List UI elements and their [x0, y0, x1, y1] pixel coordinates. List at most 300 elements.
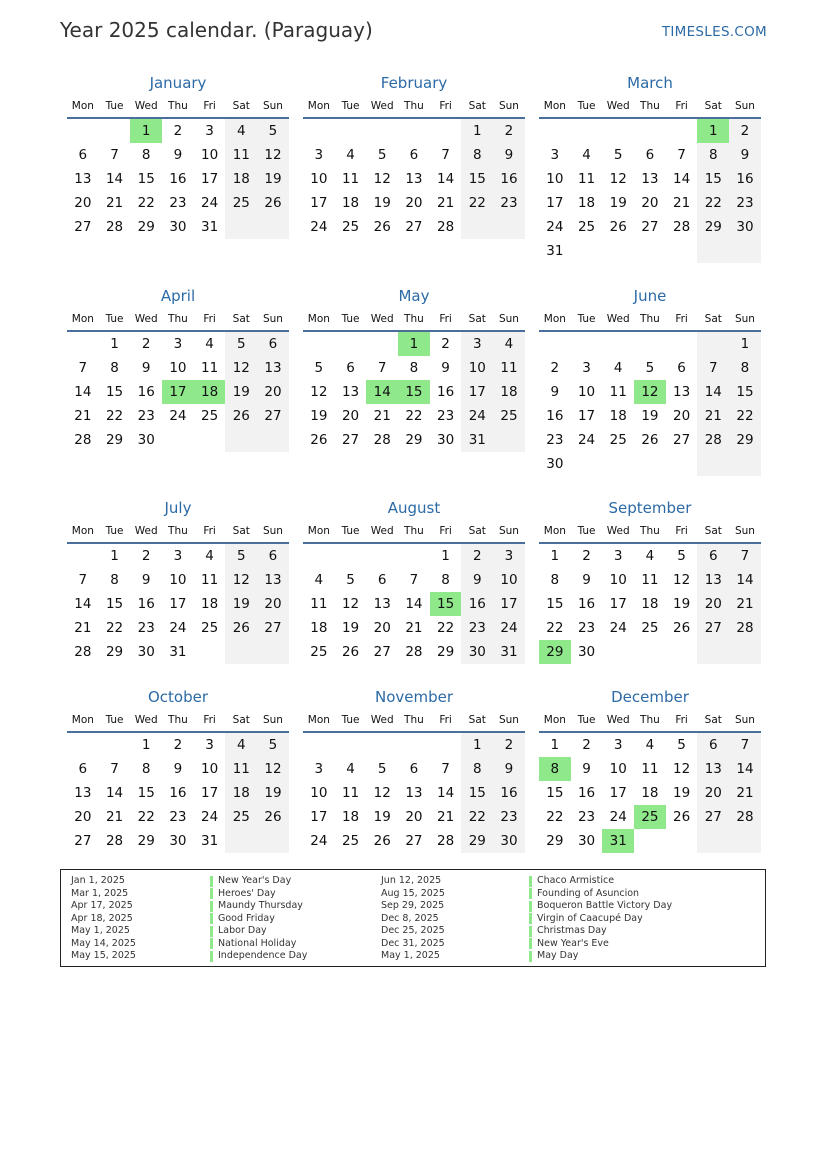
- day-cell: 22: [546, 809, 564, 825]
- holiday-name-row: [210, 888, 307, 901]
- day-cell: 5: [645, 360, 655, 376]
- day-cell: 15: [461, 781, 493, 805]
- month-name: November: [374, 688, 454, 706]
- day-cell: 23: [577, 620, 596, 636]
- empty-cell: [697, 332, 729, 356]
- day-cell: 8: [461, 757, 493, 781]
- month-name: September: [608, 499, 692, 517]
- day-cell: 28: [437, 833, 455, 849]
- day-cell: 10: [609, 761, 627, 777]
- day-cell: 24: [310, 833, 328, 849]
- day-cell: 1: [130, 119, 162, 143]
- day-cell: 14: [74, 384, 92, 400]
- day-grid: [67, 544, 289, 664]
- day-cell: 21: [105, 195, 124, 211]
- day-cell: 2: [141, 548, 151, 564]
- weekday-label: Tue: [341, 313, 360, 325]
- day-cell: 25: [225, 191, 257, 215]
- day-cell: 4: [314, 572, 324, 588]
- weekday-header: [303, 96, 525, 117]
- month-name: June: [633, 287, 667, 305]
- day-cell: 11: [341, 785, 360, 801]
- weekday-header: [539, 521, 761, 542]
- day-cell: 17: [310, 195, 328, 211]
- day-grid: [539, 544, 761, 664]
- day-cell: 23: [169, 809, 187, 825]
- day-cell: 7: [78, 360, 88, 376]
- empty-cell: [335, 119, 367, 143]
- day-cell: 31: [201, 219, 219, 235]
- day-cell: 15: [137, 171, 155, 187]
- day-cell: 20: [257, 592, 289, 616]
- day-cell: 3: [493, 544, 525, 568]
- day-cell: 6: [78, 147, 88, 163]
- day-cell: 1: [461, 733, 493, 757]
- day-cell: 11: [609, 384, 627, 400]
- weekday-label: Sat: [468, 100, 486, 112]
- day-cell: 16: [577, 596, 596, 612]
- day-cell: 26: [673, 809, 691, 825]
- day-cell: 11: [577, 171, 596, 187]
- holiday-marker-icon: [529, 876, 532, 887]
- weekday-label: Wed: [606, 100, 630, 112]
- empty-cell: [335, 544, 367, 568]
- holiday-marker-icon: [529, 888, 532, 899]
- weekday-label: Mon: [543, 100, 566, 112]
- holiday-name: Founding of Asuncion: [537, 887, 640, 899]
- day-cell: 19: [373, 809, 391, 825]
- day-cell: 30: [546, 456, 564, 472]
- day-cell: 7: [729, 733, 761, 757]
- holiday-date: May 14, 2025: [71, 937, 136, 949]
- day-cell: 22: [137, 195, 155, 211]
- weekday-label: Wed: [134, 100, 158, 112]
- day-cell: 6: [377, 572, 387, 588]
- empty-cell: [67, 544, 99, 568]
- day-cell: 9: [582, 761, 591, 777]
- day-cell: 17: [546, 195, 564, 211]
- empty-cell: [257, 829, 289, 853]
- day-cell: 23: [577, 809, 596, 825]
- holiday-marker-icon: [210, 938, 213, 949]
- empty-cell: [493, 428, 525, 452]
- day-cell: 13: [641, 171, 659, 187]
- holiday-name: Good Friday: [218, 912, 275, 924]
- day-cell: 26: [310, 432, 328, 448]
- day-cell: 21: [74, 408, 92, 424]
- day-cell: 5: [314, 360, 324, 376]
- day-cell: 1: [461, 119, 493, 143]
- weekday-label: Mon: [307, 313, 330, 325]
- empty-cell: [366, 332, 398, 356]
- empty-cell: [602, 332, 634, 356]
- day-cell: 17: [169, 596, 187, 612]
- day-cell: 21: [74, 620, 92, 636]
- day-cell: 6: [257, 332, 289, 356]
- day-cell: 2: [141, 336, 151, 352]
- day-cell: 22: [105, 408, 124, 424]
- day-cell: 7: [110, 147, 119, 163]
- day-cell: 21: [729, 592, 761, 616]
- empty-cell: [697, 239, 729, 263]
- day-cell: 22: [729, 404, 761, 428]
- day-cell: 9: [173, 147, 183, 163]
- holiday-date: Apr 18, 2025: [71, 912, 133, 924]
- day-cell: 1: [550, 548, 560, 564]
- weekday-header: [303, 309, 525, 330]
- empty-cell: [571, 452, 603, 476]
- weekday-label: Tue: [105, 525, 124, 537]
- day-cell: 11: [225, 143, 257, 167]
- empty-cell: [666, 640, 698, 664]
- day-cell: 21: [437, 195, 455, 211]
- month-name: April: [160, 287, 196, 305]
- day-cell: 9: [493, 757, 525, 781]
- day-cell: 13: [257, 356, 289, 380]
- empty-cell: [257, 428, 289, 452]
- day-cell: 30: [577, 644, 596, 660]
- day-cell: 4: [613, 360, 623, 376]
- day-cell: 24: [201, 809, 219, 825]
- day-cell: 17: [162, 380, 194, 404]
- day-cell: 17: [577, 408, 596, 424]
- day-cell: 26: [641, 432, 659, 448]
- day-cell: 29: [697, 215, 729, 239]
- day-cell: 10: [461, 356, 493, 380]
- day-cell: 4: [225, 119, 257, 143]
- day-cell: 4: [346, 147, 355, 163]
- weekday-label: Tue: [577, 525, 596, 537]
- day-cell: 14: [697, 380, 729, 404]
- weekday-label: Tue: [105, 714, 124, 726]
- day-cell: 18: [493, 380, 525, 404]
- day-cell: 16: [437, 384, 455, 400]
- weekday-label: Wed: [370, 100, 394, 112]
- day-cell: 8: [539, 757, 571, 781]
- day-cell: 13: [373, 596, 391, 612]
- day-cell: 9: [461, 568, 493, 592]
- holiday-name-row: [210, 950, 307, 963]
- day-cell: 28: [437, 219, 455, 235]
- day-cell: 14: [437, 171, 455, 187]
- weekday-label: Tue: [577, 100, 596, 112]
- empty-cell: [257, 640, 289, 664]
- weekday-label: Fri: [675, 714, 688, 726]
- empty-cell: [697, 452, 729, 476]
- holiday-dates-right: [381, 875, 445, 963]
- day-cell: 3: [461, 332, 493, 356]
- day-cell: 28: [729, 805, 761, 829]
- weekday-label: Thu: [168, 313, 188, 325]
- day-cell: 29: [137, 833, 155, 849]
- day-cell: 6: [257, 544, 289, 568]
- day-cell: 3: [550, 147, 560, 163]
- holiday-name: New Year's Day: [218, 875, 292, 886]
- empty-cell: [697, 640, 729, 664]
- day-cell: 9: [582, 572, 591, 588]
- day-cell: 29: [539, 640, 571, 664]
- day-cell: 6: [409, 147, 419, 163]
- weekday-label: Sat: [468, 313, 486, 325]
- day-cell: 22: [437, 620, 455, 636]
- holiday-marker-icon: [210, 951, 213, 962]
- empty-cell: [697, 829, 729, 853]
- day-cell: 8: [697, 143, 729, 167]
- day-cell: 2: [582, 737, 591, 753]
- weekday-label: Fri: [675, 100, 688, 112]
- day-cell: 29: [105, 432, 124, 448]
- day-cell: 21: [405, 620, 423, 636]
- day-cell: 24: [546, 219, 564, 235]
- day-cell: 19: [257, 781, 289, 805]
- day-cell: 30: [577, 833, 596, 849]
- day-cell: 29: [405, 432, 423, 448]
- day-cell: 14: [105, 171, 124, 187]
- day-cell: 11: [341, 171, 360, 187]
- day-cell: 28: [373, 432, 391, 448]
- day-cell: 10: [201, 147, 219, 163]
- holiday-name-row: [210, 938, 307, 951]
- weekday-label: Sat: [232, 100, 250, 112]
- month-august: [303, 497, 525, 664]
- weekday-label: Fri: [439, 525, 452, 537]
- holiday-dates-left: [71, 875, 136, 963]
- weekday-label: Sun: [498, 525, 519, 537]
- weekday-label: Fri: [203, 313, 216, 325]
- day-cell: 4: [645, 737, 655, 753]
- day-grid: [539, 119, 761, 263]
- day-cell: 4: [645, 548, 655, 564]
- empty-cell: [67, 332, 99, 356]
- day-cell: 12: [373, 785, 391, 801]
- day-cell: 30: [169, 833, 187, 849]
- day-cell: 2: [173, 737, 183, 753]
- holiday-name: New Year's Eve: [537, 937, 609, 949]
- holiday-name: Labor Day: [218, 925, 267, 936]
- day-cell: 24: [169, 408, 187, 424]
- day-cell: 6: [645, 147, 655, 163]
- month-name: December: [611, 688, 689, 706]
- day-cell: 3: [205, 737, 214, 753]
- weekday-label: Tue: [341, 100, 360, 112]
- day-cell: 21: [373, 408, 391, 424]
- day-cell: 18: [641, 596, 659, 612]
- empty-cell: [571, 119, 603, 143]
- day-cell: 19: [257, 167, 289, 191]
- weekday-label: Thu: [404, 525, 424, 537]
- day-grid: [303, 544, 525, 664]
- day-cell: 23: [493, 191, 525, 215]
- weekday-label: Tue: [105, 313, 124, 325]
- day-cell: 8: [461, 143, 493, 167]
- holiday-name-row: [210, 925, 307, 938]
- day-cell: 24: [609, 809, 627, 825]
- empty-cell: [729, 239, 761, 263]
- day-cell: 11: [225, 757, 257, 781]
- holiday-date: Dec 25, 2025: [381, 925, 445, 936]
- day-cell: 30: [137, 432, 155, 448]
- day-cell: 14: [437, 785, 455, 801]
- day-cell: 25: [641, 620, 659, 636]
- day-cell: 9: [173, 761, 183, 777]
- day-cell: 31: [461, 428, 493, 452]
- day-cell: 14: [405, 596, 423, 612]
- day-cell: 3: [314, 761, 324, 777]
- day-cell: 18: [577, 195, 596, 211]
- empty-cell: [602, 119, 634, 143]
- day-cell: 24: [169, 620, 187, 636]
- day-cell: 5: [377, 761, 387, 777]
- weekday-label: Thu: [168, 714, 188, 726]
- day-cell: 27: [405, 833, 423, 849]
- empty-cell: [366, 544, 398, 568]
- day-cell: 3: [173, 336, 183, 352]
- day-cell: 24: [461, 404, 493, 428]
- weekday-label: Wed: [134, 313, 158, 325]
- holiday-marker-icon: [529, 938, 532, 949]
- day-cell: 14: [673, 171, 691, 187]
- day-cell: 12: [673, 761, 691, 777]
- day-cell: 27: [341, 432, 360, 448]
- day-cell: 13: [257, 568, 289, 592]
- day-cell: 4: [205, 548, 214, 564]
- weekday-header: [303, 521, 525, 542]
- day-cell: 15: [430, 592, 462, 616]
- holiday-date: Aug 15, 2025: [381, 887, 445, 899]
- weekday-label: Sun: [498, 313, 519, 325]
- weekday-label: Sat: [704, 525, 722, 537]
- day-cell: 7: [441, 147, 450, 163]
- day-cell: 12: [341, 596, 360, 612]
- day-cell: 31: [169, 644, 187, 660]
- day-cell: 26: [373, 219, 391, 235]
- day-cell: 12: [673, 572, 691, 588]
- weekday-label: Wed: [134, 525, 158, 537]
- day-cell: 20: [405, 195, 423, 211]
- day-grid: [67, 733, 289, 853]
- weekday-label: Sun: [262, 714, 283, 726]
- day-cell: 17: [609, 785, 627, 801]
- day-cell: 27: [641, 219, 659, 235]
- holiday-marker-icon: [529, 913, 532, 924]
- day-cell: 17: [201, 171, 219, 187]
- day-cell: 31: [546, 243, 564, 259]
- day-cell: 19: [225, 592, 257, 616]
- holiday-name: Independence Day: [218, 950, 308, 961]
- day-cell: 18: [341, 809, 360, 825]
- weekday-label: Sun: [734, 100, 755, 112]
- day-cell: 16: [461, 592, 493, 616]
- holiday-marker-icon: [210, 913, 213, 924]
- day-cell: 21: [105, 809, 124, 825]
- month-march: [539, 72, 761, 263]
- empty-cell: [162, 428, 194, 452]
- day-grid: [539, 733, 761, 853]
- day-cell: 7: [729, 544, 761, 568]
- month-october: [67, 686, 289, 853]
- day-cell: 5: [225, 544, 257, 568]
- day-cell: 27: [257, 404, 289, 428]
- holiday-date: Dec 8, 2025: [381, 912, 439, 924]
- holiday-date: May 15, 2025: [71, 950, 136, 961]
- weekday-label: Sat: [232, 313, 250, 325]
- day-cell: 2: [461, 544, 493, 568]
- day-cell: 28: [673, 219, 691, 235]
- day-cell: 9: [493, 143, 525, 167]
- day-cell: 20: [74, 195, 92, 211]
- day-cell: 2: [729, 119, 761, 143]
- day-cell: 11: [201, 360, 219, 376]
- day-cell: 21: [729, 781, 761, 805]
- month-name: August: [387, 499, 441, 517]
- empty-cell: [398, 733, 430, 757]
- holiday-name: Maundy Thursday: [218, 900, 303, 911]
- day-cell: 25: [341, 219, 360, 235]
- day-cell: 27: [697, 616, 729, 640]
- day-cell: 3: [173, 548, 183, 564]
- empty-cell: [634, 452, 666, 476]
- day-cell: 8: [729, 356, 761, 380]
- day-cell: 29: [105, 644, 124, 660]
- weekday-header: [67, 309, 289, 330]
- weekday-header: [539, 309, 761, 330]
- day-cell: 23: [169, 195, 187, 211]
- day-cell: 12: [310, 384, 328, 400]
- day-cell: 7: [78, 572, 88, 588]
- day-cell: 16: [137, 596, 155, 612]
- day-cell: 19: [641, 408, 659, 424]
- weekday-label: Sun: [498, 714, 519, 726]
- empty-cell: [366, 119, 398, 143]
- day-cell: 19: [310, 408, 328, 424]
- day-cell: 2: [582, 548, 591, 564]
- day-cell: 3: [613, 548, 623, 564]
- empty-cell: [398, 544, 430, 568]
- holiday-name-row: [210, 875, 307, 888]
- weekday-label: Thu: [404, 714, 424, 726]
- day-cell: 11: [641, 572, 659, 588]
- day-cell: 16: [546, 408, 564, 424]
- month-february: [303, 72, 525, 239]
- holiday-date: Dec 31, 2025: [381, 937, 445, 949]
- empty-cell: [99, 119, 131, 143]
- day-cell: 16: [169, 785, 187, 801]
- day-cell: 24: [201, 195, 219, 211]
- weekday-label: Sat: [232, 525, 250, 537]
- day-cell: 7: [697, 356, 729, 380]
- day-cell: 4: [205, 336, 214, 352]
- day-cell: 11: [641, 761, 659, 777]
- weekday-label: Mon: [307, 714, 330, 726]
- day-cell: 23: [137, 408, 155, 424]
- day-cell: 24: [493, 616, 525, 640]
- day-cell: 9: [141, 360, 151, 376]
- day-cell: 29: [546, 833, 564, 849]
- day-cell: 1: [697, 119, 729, 143]
- weekday-label: Mon: [71, 100, 94, 112]
- page-title: Year 2025 calendar. (Paraguay): [60, 18, 373, 42]
- weekday-label: Sun: [262, 313, 283, 325]
- empty-cell: [602, 452, 634, 476]
- site-link[interactable]: TIMESLES.COM: [661, 24, 767, 40]
- day-cell: 18: [225, 781, 257, 805]
- weekday-label: Sun: [262, 100, 283, 112]
- weekday-label: Thu: [168, 525, 188, 537]
- weekday-label: Mon: [543, 525, 566, 537]
- day-cell: 23: [729, 191, 761, 215]
- empty-cell: [303, 119, 335, 143]
- day-cell: 25: [225, 805, 257, 829]
